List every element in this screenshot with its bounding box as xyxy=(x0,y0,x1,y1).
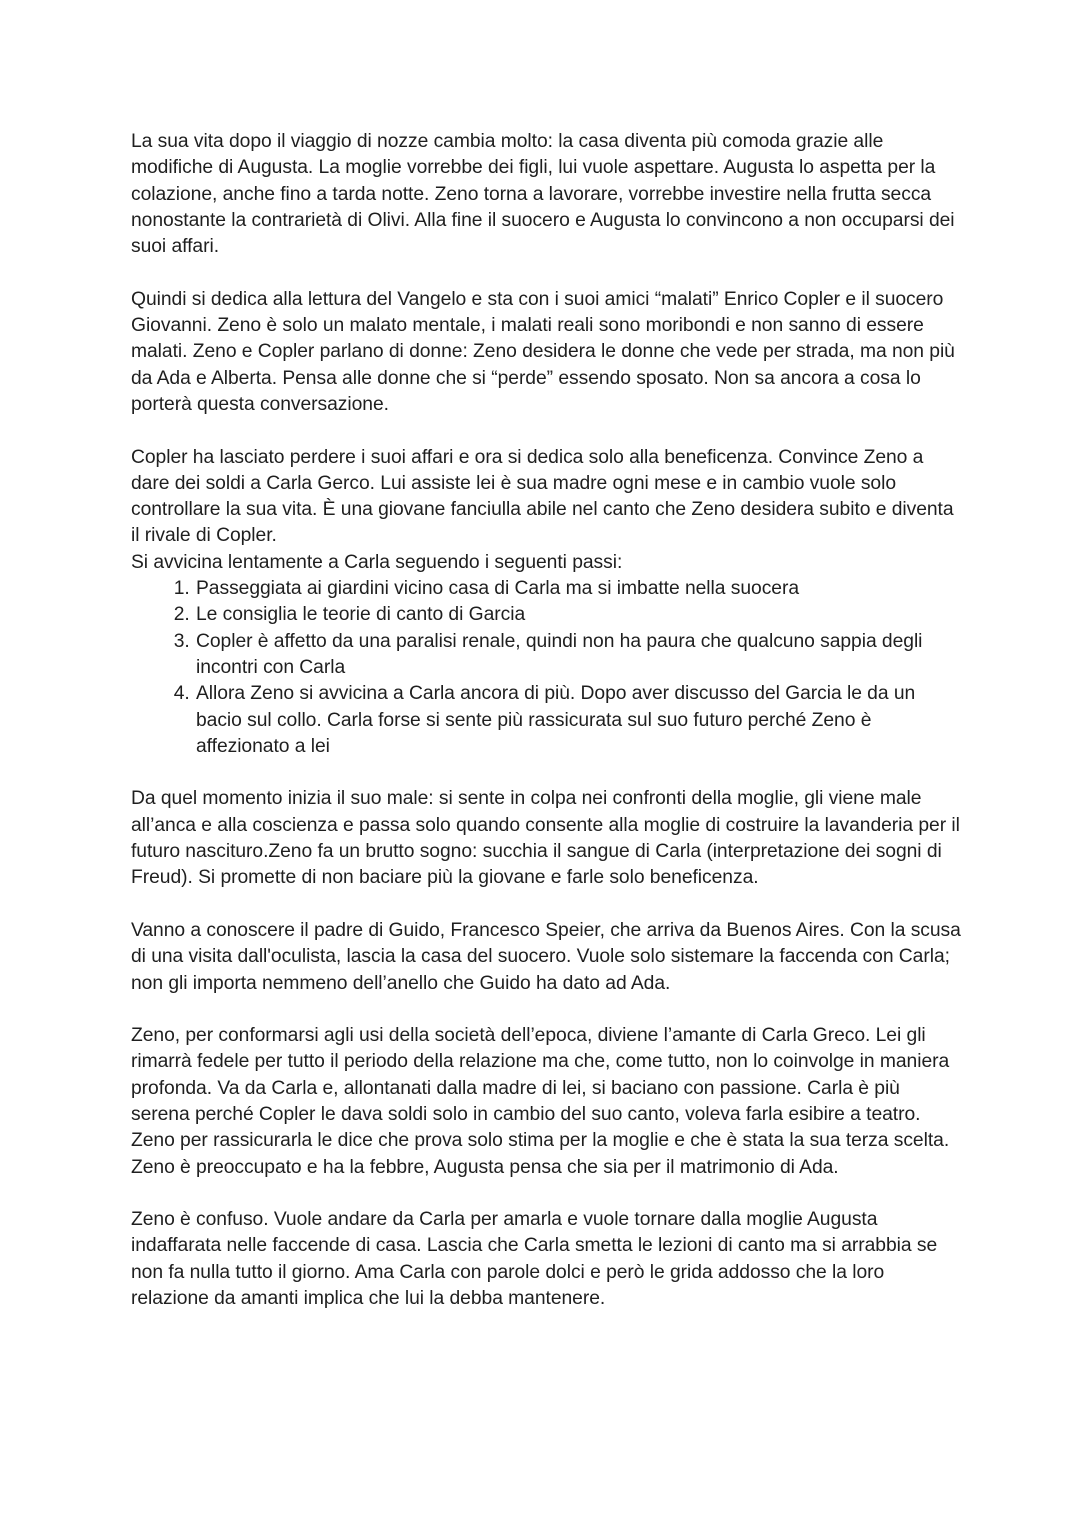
list-item: 1. Passeggiata ai giardini vicino casa di Carla ma si imbatte nella suocera xyxy=(195,576,961,602)
paragraph-married-life: La sua vita dopo il viaggio di nozze cambia molto: la casa diventa più comoda grazie alle modifiche di Augusta. La moglie vorrebbe dei figli, lui vuole aspettare. Augusta lo aspetta per la colazione, anche fino a tarda notte. Zeno torna a lavorare, vorrebbe investire nella frutta secca nonostante la contrarietà di Olivi. Alla fine il suocero e Augusta lo convincono a non occuparsi dei suoi affari. xyxy=(131,131,955,258)
steps-list xyxy=(131,576,961,760)
list-item: 3. Copler è affetto da una paralisi renale, quindi non ha paura che qualcuno sappia degli incontri con Carla xyxy=(195,629,961,682)
document-page xyxy=(131,129,961,1339)
paragraph-speier: Vanno a conoscere il padre di Guido, Francesco Speier, che arriva da Buenos Aires. Con la scusa di una visita dall'oculista, lascia la casa del suocero. Vuole solo sistemare la faccenda con Carla; non gli importa nemmeno dell’anello che Guido ha dato ad Ada. xyxy=(131,919,961,994)
paragraph-lover: Zeno, per conformarsi agli usi della società dell’epoca, diviene l’amante di Carla Greco. Lei gli rimarrà fedele per tutto il periodo della relazione ma che, come tutto, non lo coinvolge in maniera profonda. Va da Carla e, allontanati dalla madre di lei, si baciano con passione. Carla è più serena perché Copler le dava soldi solo in cambio del suo canto, voleva farla esibire a teatro. Zeno per rassicurarla le dice che prova solo stima per la moglie e che è stata la sua terza scelta. Zeno è preoccupato e ha la febbre, Augusta pensa che sia per il matrimonio di Ada. xyxy=(131,1025,950,1178)
list-item: 2. Le consiglia le teorie di canto di Garcia xyxy=(195,602,961,628)
paragraph-copler-friends: Quindi si dedica alla lettura del Vangelo e sta con i suoi amici “malati” Enrico Copler e il suocero Giovanni. Zeno è solo un malato mentale, i malati reali sono moribondi e non sanno di essere malati. Zeno e Copler parlano di donne: Zeno desidera le donne che vede per strada, ma non più da Ada e Alberta. Pensa alle donne che si “perde” essendo sposato. Non sa ancora a cosa lo porterà questa conversazione. xyxy=(131,288,955,415)
list-item: 4. Allora Zeno si avvicina a Carla ancora di più. Dopo aver discusso del Garcia le da un bacio sul collo. Carla forse si sente più rassicurata sul suo futuro perché Zeno è affezionato a lei xyxy=(195,681,961,760)
paragraph-confused: Zeno è confuso. Vuole andare da Carla per amarla e vuole tornare dalla moglie Augusta indaffarata nelle faccende di casa. Lascia che Carla smetta le lezioni di canto ma si arrabbia se non fa nulla tutto il giorno. Ama Carla con parole dolci e però le grida addosso che la loro relazione da amanti implica che lui la debba mantenere. xyxy=(131,1209,938,1310)
paragraph-carla-gerco: Copler ha lasciato perdere i suoi affari e ora si dedica solo alla beneficenza. Convince Zeno a dare dei soldi a Carla Gerco. Lui assiste lei è sua madre ogni mese e in cambio vuole solo controllare la sua vita. È una giovane fanciulla abile nel canto che Zeno desidera subito e diventa il rivale di Copler. xyxy=(131,446,954,547)
paragraph-guilt: Da quel momento inizia il suo male: si sente in colpa nei confronti della moglie, gli viene male all’anca e alla coscienza e passa solo quando consente alla moglie di costruire la lavanderia per il futuro nascituro.Zeno fa un brutto sogno: succhia il sangue di Carla (interpretazione dei sogni di Freud). Si promette di non baciare più la giovane e farle solo beneficenza. xyxy=(131,788,960,889)
paragraph-steps-intro: Si avvicina lentamente a Carla seguendo i seguenti passi: xyxy=(131,551,623,573)
